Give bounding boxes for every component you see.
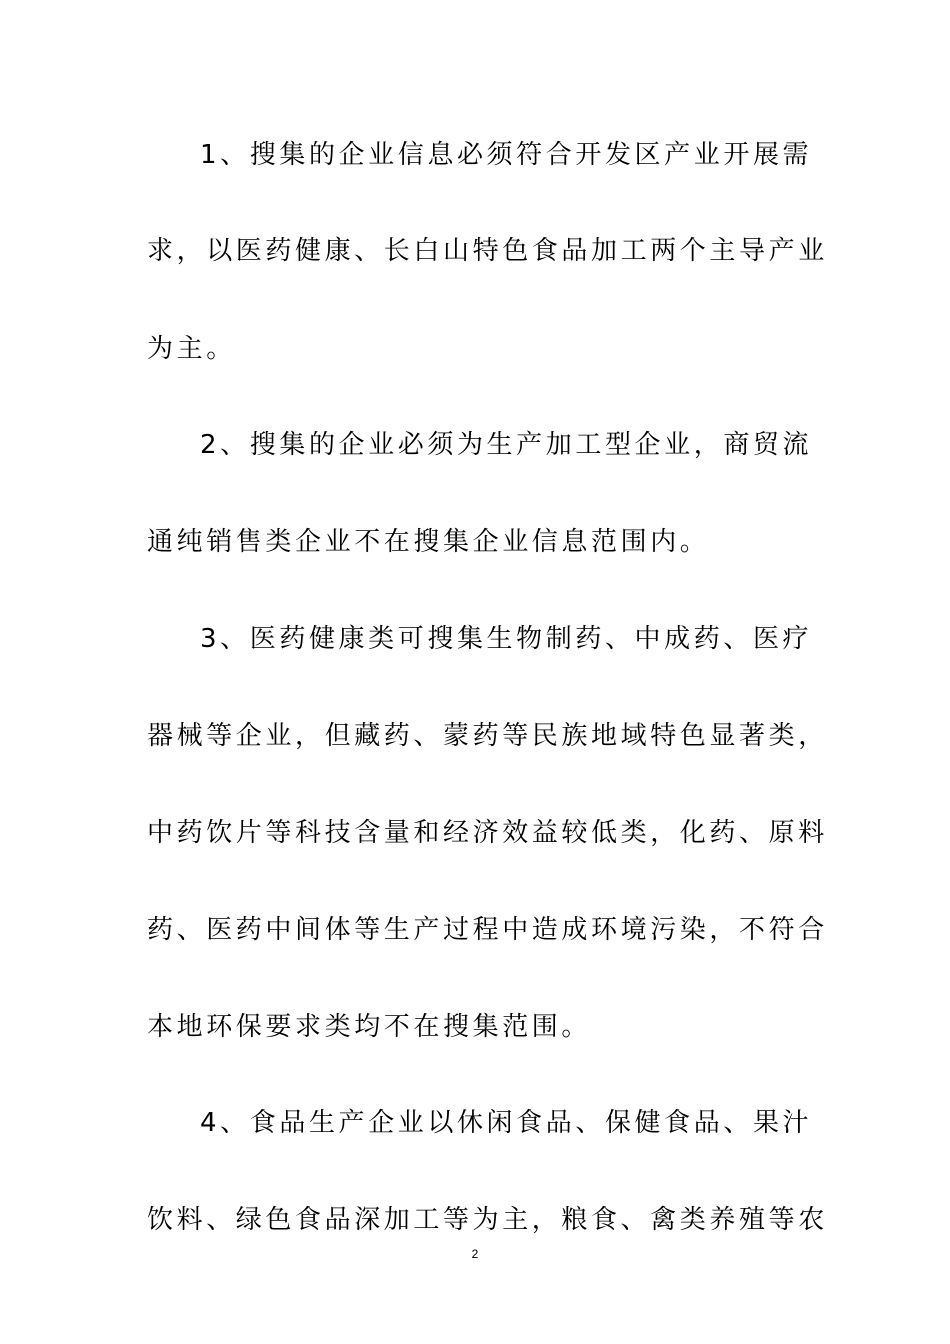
paragraph-1-line-2: 求，以医药健康、长白山特色食品加工两个主导产业 [147,236,828,266]
paragraph-2-line-1: 2、搜集的企业必须为生产加工型企业，商贸流 [200,430,813,460]
paragraph-2-line-2: 通纯销售类企业不在搜集企业信息范围内。 [147,527,710,557]
paragraph-3-line-1: 3、医药健康类可搜集生物制药、中成药、医疗 [200,624,813,654]
paragraph-4-line-1: 4、食品生产企业以休闲食品、保健食品、果汁 [200,1108,813,1138]
paragraph-3-line-2: 器械等企业，但藏药、蒙药等民族地域特色显著类， [147,721,828,751]
paragraph-1-line-3: 为主。 [147,334,236,364]
paragraph-3-line-5: 本地环保要求类均不在搜集范围。 [147,1012,592,1042]
paragraph-4-line-2: 饮料、绿色食品深加工等为主，粮食、禽类养殖等农 [147,1205,828,1235]
paragraph-3-line-4: 药、医药中间体等生产过程中造成环境污染，不符合 [147,915,828,945]
paragraph-1-line-1: 1、搜集的企业信息必须符合开发区产业开展需 [200,140,813,170]
page-number: 2 [471,1247,479,1261]
paragraph-3-line-3: 中药饮片等科技含量和经济效益较低类，化药、原料 [147,818,828,848]
